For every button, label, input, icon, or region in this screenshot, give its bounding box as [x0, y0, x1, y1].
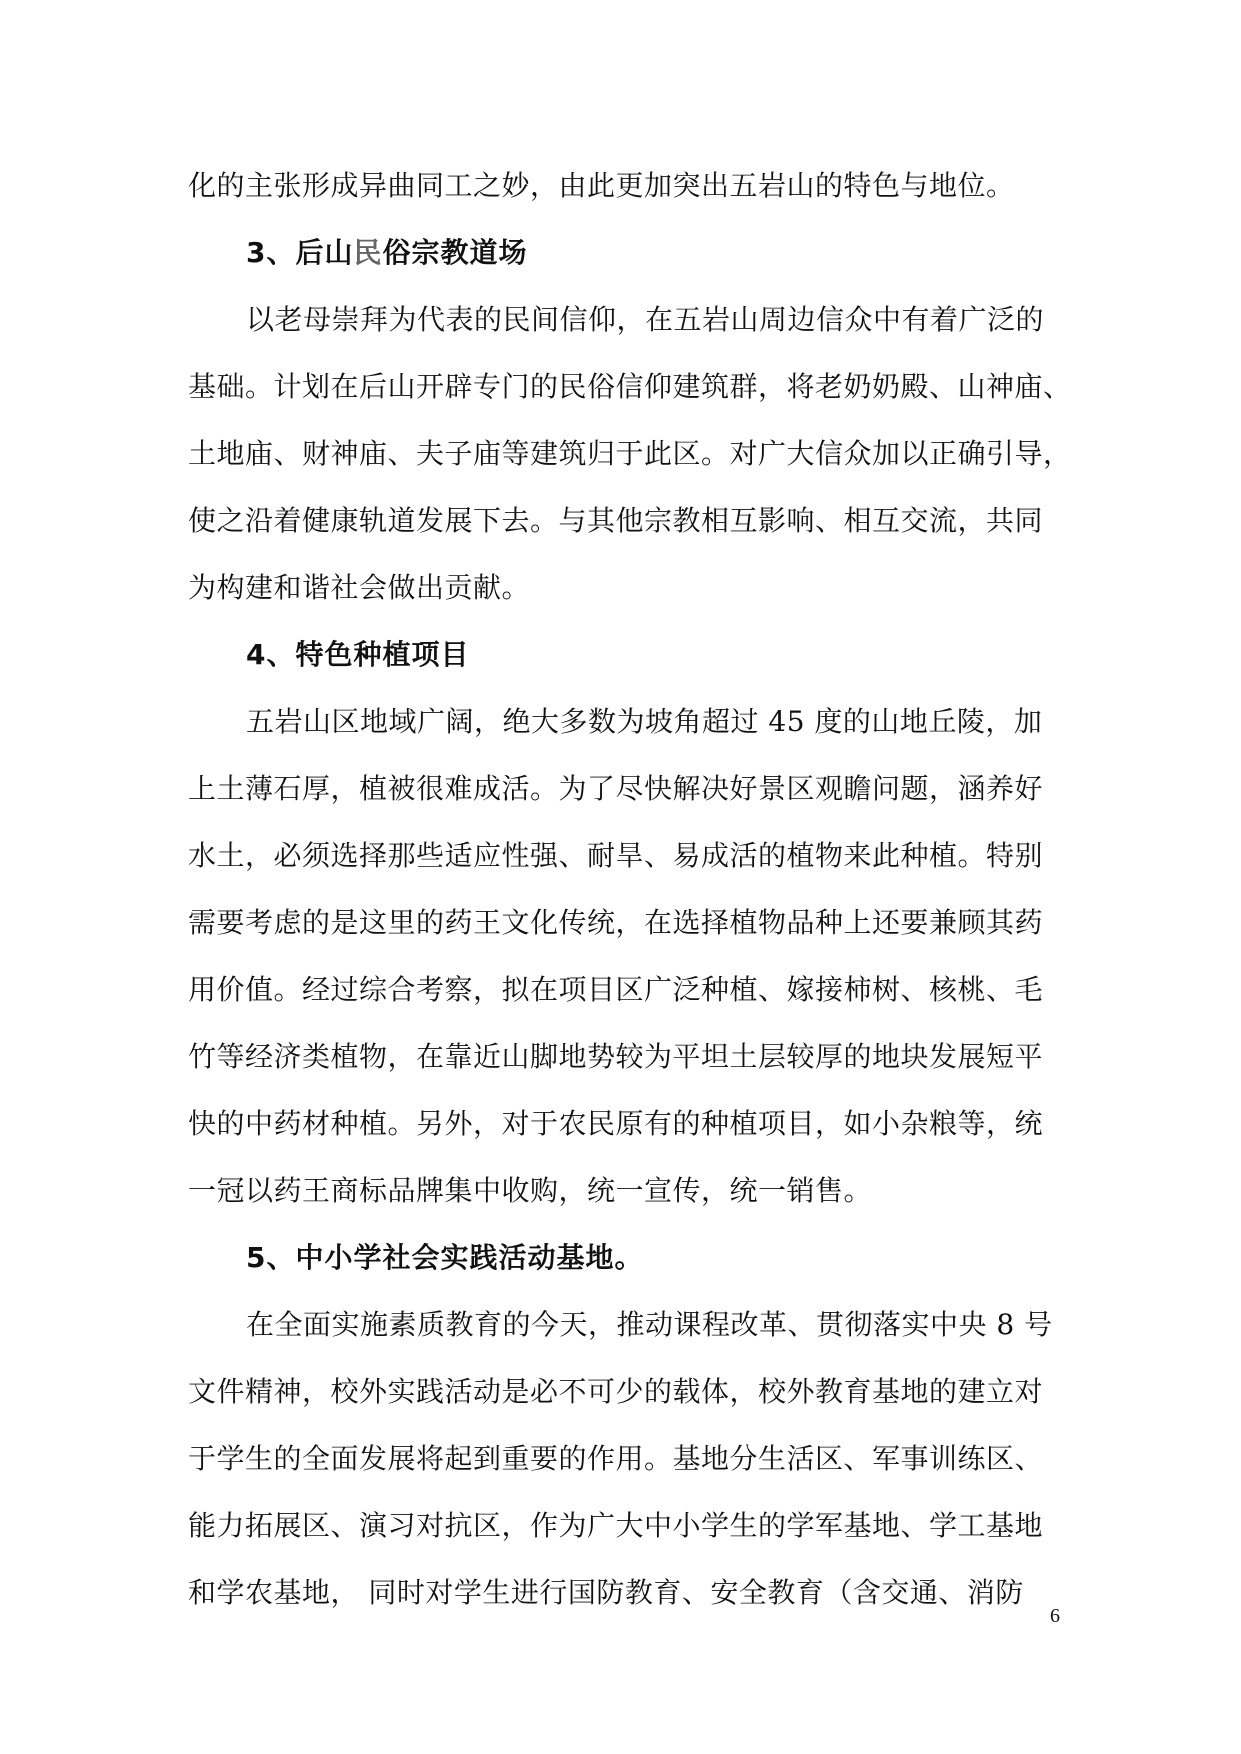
page-number: 6 [1050, 1605, 1060, 1627]
paragraph-line: 化的主张形成异曲同工之妙，由此更加突出五岩山的特色与地位。 [188, 169, 1015, 202]
heading-highlight-char: 民 [353, 236, 383, 269]
paragraph-line: 一冠以药王商标品牌集中收购，统一宣传，统一销售。 [188, 1174, 873, 1207]
heading-text: 3、后山 [246, 236, 354, 269]
paragraph-line: 使之沿着健康轨道发展下去。与其他宗教相互影响、相互交流，共同 [188, 504, 1044, 537]
paragraph-line: 水土，必须选择那些适应性强、耐旱、易成活的植物来此种植。特别 [188, 839, 1044, 872]
paragraph-line: 基础。计划在后山开辟专门的民俗信仰建筑群，将老奶奶殿、山神庙、 [188, 370, 1072, 403]
section-heading-3 [246, 233, 1116, 273]
paragraph-line: 能力拓展区、演习对抗区，作为广大中小学生的学军基地、学工基地 [188, 1509, 1044, 1542]
paragraph-line: 文件精神，校外实践活动是必不可少的载体，校外教育基地的建立对 [188, 1375, 1044, 1408]
paragraph-line: 在全面实施素质教育的今天，推动课程改革、贯彻落实中央 8 号 [246, 1308, 1053, 1341]
paragraph-line: 需要考虑的是这里的药王文化传统，在选择植物品种上还要兼顾其药 [188, 906, 1044, 939]
section-heading-4: 4、特色种植项目 [246, 638, 470, 671]
paragraph-line: 和学农基地， 同时对学生进行国防教育、安全教育（含交通、消防 [188, 1576, 1024, 1609]
paragraph-line: 快的中药材种植。另外，对于农民原有的种植项目，如小杂粮等，统 [188, 1107, 1044, 1140]
paragraph-line: 以老母崇拜为代表的民间信仰，在五岩山周边信众中有着广泛的 [246, 303, 1045, 336]
heading-text: 俗宗教道场 [382, 236, 528, 269]
paragraph-line: 五岩山区地域广阔，绝大多数为坡角超过 45 度的山地丘陵，加 [246, 705, 1043, 738]
paragraph-line: 竹等经济类植物，在靠近山脚地势较为平坦土层较厚的地块发展短平 [188, 1040, 1044, 1073]
paragraph-line: 为构建和谐社会做出贡献。 [188, 571, 531, 604]
paragraph-line: 上土薄石厚，植被很难成活。为了尽快解决好景区观瞻问题，涵养好 [188, 772, 1044, 805]
paragraph-line: 用价值。经过综合考察，拟在项目区广泛种植、嫁接柿树、核桃、毛 [188, 973, 1044, 1006]
paragraph-line: 于学生的全面发展将起到重要的作用。基地分生活区、军事训练区、 [188, 1442, 1044, 1475]
paragraph-line: 土地庙、财神庙、夫子庙等建筑归于此区。对广大信众加以正确引导， [188, 437, 1072, 470]
section-heading-5: 5、中小学社会实践活动基地。 [246, 1241, 644, 1274]
